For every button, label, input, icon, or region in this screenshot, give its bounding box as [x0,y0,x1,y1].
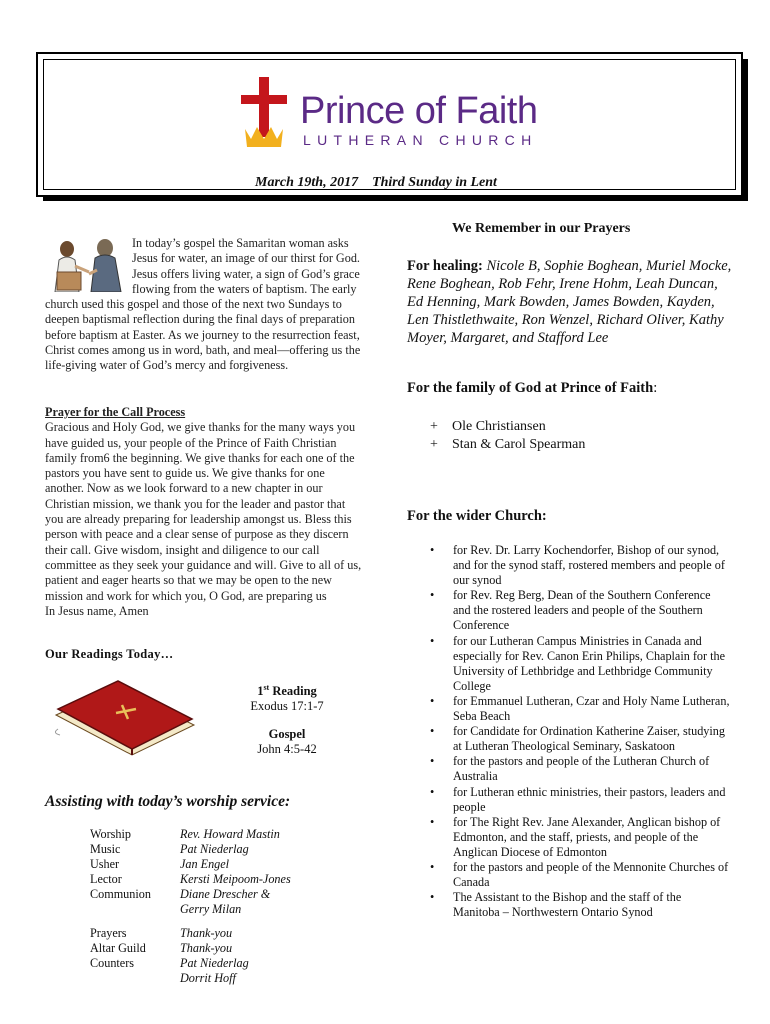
family-title [407,380,657,397]
call-process-prayer [45,405,363,619]
wider-church-item: • for Candidate for Ordination Katherine Zaiser, studying at Lutheran Theological Seminary, Saskatoon [430,724,730,754]
prayer-body: Gracious and Holy God, we give thanks for the many ways you have guided us, your people of the Prince of Faith Christian family from6 the beginning. We give thanks for each one of the pastors you have sent to guide us. We give thanks for one another. Now as we look forward to a new chapter in our Christian mission, we thank you for the leader and pastor that you are already preparing for leadership amongst us. Bless this person with peace and a clear sense of purpose as they discern their call. Give wisdom, insight and diligence to our call committee as they seek your guidance and will. Give to all of us, patient and eager hearts so that we may be open to the new mission and work for which you, O God, are preparing us [45,420,362,603]
assist-person: Dorrit Hoff [180,971,236,985]
wider-church-item: • for Lutheran ethnic ministries, their pastors, leaders and people [430,785,730,815]
wider-church-title: For the wider Church: [407,508,547,524]
bible-icon [48,673,200,763]
assist-role: Music [90,842,121,856]
readings-title: Our Readings Today… [45,647,174,661]
assist-person: Pat Niederlag [180,842,249,856]
prayer-closing: In Jesus name, Amen [45,603,149,618]
assist-person: Rev. Howard Mastin [180,827,280,841]
healing-label: For healing: [407,258,483,274]
intro-text: In today’s gospel the Samaritan woman asks Jesus for water, an image of our thirst for God. Jesus offers living water, a sign of God’s grace flowing from the waters of baptism. The early church used this gospel and those of the next two Sundays to deepen baptismal reflection during the final days of preparation before baptism at Easter. As we journey to the resurrection feast, Christ comes among us in word, bath, and meal—offering us the life-giving water of God’s mercy and forgiveness. [45,236,361,373]
intro-image-spacer [45,236,132,292]
assist-person: Gerry Milan [180,902,242,916]
family-list [430,418,585,454]
wider-church-item: • for Rev. Dr. Larry Kochendorfer, Bishop of our synod, and for the synod staff, rostered members and people of our synod [430,543,730,588]
prayers-title: We Remember in our Prayers [452,221,631,236]
first-reading-label [212,680,362,699]
healing-names: Nicole B, Sophie Boghean, Muriel Mocke, Rene Boghean, Rob Fehr, Irene Hohm, Leah Duncan, Ed Henning, Mark Bowden, James Bowden, Kayden, Len Thistlethwaite, Ron Wenzel, Richard Oliver, Kathy Moyer, Margaret, and Stafford Lee [407,258,732,346]
plus-bullet-icon: + [430,437,438,452]
family-name: Stan & Carol Spearman [452,437,586,452]
cross-crown-logo-icon [237,75,293,155]
church-subtitle: LUTHERAN CHURCH [303,132,538,148]
wider-church-item: • The Assistant to the Bishop and the staff of the Manitoba – Northwestern Ontario Synod [430,890,730,920]
wider-church-item: • for the pastors and people of the Mennonite Churches of Canada [430,860,730,890]
first-reading-ref: Exodus 17:1-7 [250,699,324,714]
first-reading [212,680,362,714]
assist-role: Worship [90,827,131,841]
family-name: Ole Christiansen [452,419,546,434]
gospel-ref: John 4:5-42 [257,742,317,756]
assist-person: Kersti Meipoom-Jones [180,872,291,886]
family-list-item [430,436,585,454]
assist-person: Thank-you [180,926,233,940]
family-label: For the family of God at Prince of Faith [407,380,654,396]
wider-church-item: • for The Right Rev. Jane Alexander, Anglican bishop of Edmonton, and the staff, priests, and people of the Anglican Diocese of Edmonton [430,815,730,860]
assist-role: Usher [90,857,120,871]
first-reading-word: Reading [272,684,317,699]
gospel-label: Gospel [268,727,306,741]
healing-paragraph [407,257,737,347]
first-reading-sup: st [263,683,270,692]
date-line [255,175,497,191]
bulletin-occasion: Third Sunday in Lent [372,175,497,190]
assisting-title: Assisting with today’s worship service: [45,793,291,810]
cross-horizontal [241,95,287,104]
assist-role: Counters [90,956,135,970]
prayer-title: Prayer for the Call Process [45,405,186,419]
bookmark-ribbon [55,729,60,735]
bulletin-date: March 19th, 2017 [255,175,359,190]
church-name: Prince of Faith [300,90,538,132]
family-list-item [430,418,585,436]
assist-person: Thank-you [180,941,233,955]
wider-church-item: • for Emmanuel Lutheran, Czar and Holy Name Lutheran, Seba Beach [430,694,730,724]
plus-bullet-icon: + [430,419,438,434]
assist-person: Pat Niederlag [180,956,249,970]
assist-role: Prayers [90,926,127,940]
assist-role: Communion [90,887,151,901]
cross-vertical [259,77,269,137]
assist-role: Lector [90,872,122,886]
wider-church-item: • for our Lutheran Campus Ministries in Canada and especially for Rev. Canon Erin Philips, Chaplain for the University of Lethbridge and Lethbridge Community College [430,634,730,694]
assist-person: Diane Drescher & [180,887,271,901]
gospel-reading [212,727,362,757]
intro-paragraph [45,236,363,374]
family-colon: : [653,380,658,396]
first-reading-ordinal: 1 [257,684,264,699]
assist-role: Altar Guild [90,941,146,955]
wider-church-list [430,543,730,920]
wider-church-item: • for the pastors and people of the Lutheran Church of Australia [430,754,730,784]
wider-church-item: • for Rev. Reg Berg, Dean of the Southern Conference and the rostered leaders and people of the Southern Conference [430,588,730,633]
assist-person: Jan Engel [180,857,230,871]
